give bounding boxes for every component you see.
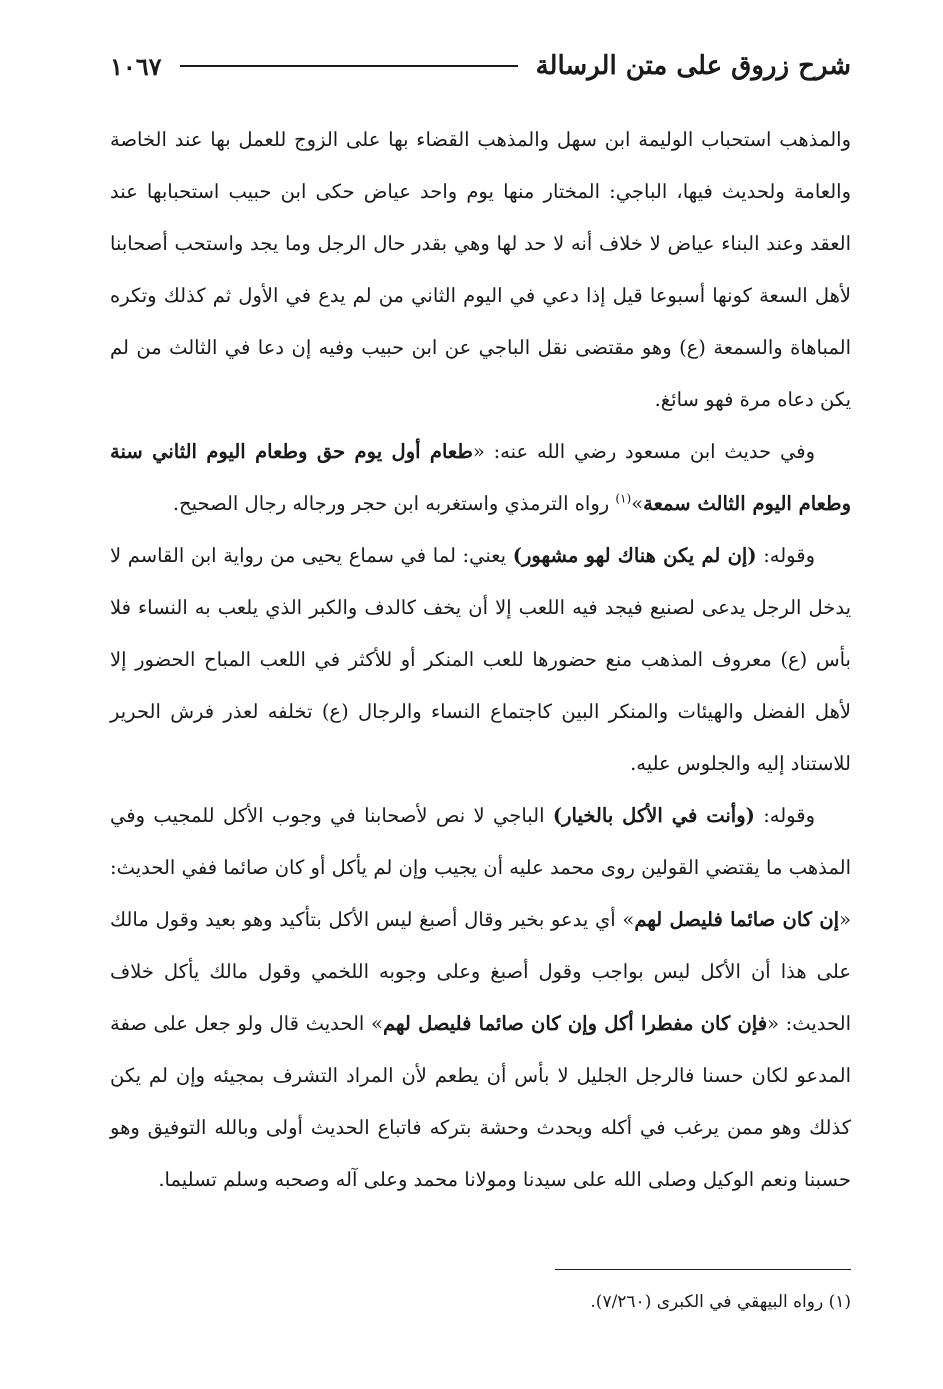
footnote: (١) رواه البيهقي في الكبرى (٧/٢٦٠). (590, 1292, 851, 1312)
paragraph-1 (110, 114, 851, 426)
matn-quote: (إن لم يكن هناك لهو مشهور) (512, 544, 757, 567)
footnote-ref: (١) (615, 491, 632, 506)
paragraph-3-lead: وقوله: (756, 544, 815, 567)
paragraph-2 (110, 426, 851, 530)
running-title: شرح زروق على متن الرسالة (535, 51, 851, 81)
paragraph-2-tail: رواه الترمذي واستغربه ابن حجر ورجاله رجال الصحيح. (172, 492, 616, 515)
quote-close: » (631, 492, 644, 515)
footnote-rule (555, 1269, 851, 1270)
paragraph-4-text-b: » أي يدعو بخير وقال أصبغ ليس الأكل بتأكيد وهو بعيد وقول مالك على هذا أن الأكل ليس بواجب وقول أصبغ وعلى وجوبه اللخمي وقول مالك يأكل خلاف الحديث: « (110, 908, 851, 1035)
matn-quote: (وأنت في الأكل بالخيار) (552, 804, 755, 827)
page-number: ١٠٦٧ (110, 51, 162, 81)
paragraph-2-text: وفي حديث ابن مسعود رضي الله عنه: « (472, 440, 815, 463)
paragraph-4-lead: وقوله: (754, 804, 815, 827)
paragraph-1-text: والمذهب استحباب الوليمة ابن سهل والمذهب القضاء بها على الزوج للعمل بها عند الخاصة والعامة ولحديث فيها، الباجي: المختار منها يوم واحد عياض حكى ابن حبيب استحبابها عند العقد وعند البناء عياض لا خلاف أنه لا حد لها وهي بقدر حال الرجل وما يجد واستحب أصحابنا لأهل السعة كونها أسبوعا قيل إذا دعي في اليوم الثاني من لم يدع في الأول ثم كذلك وتكره المباهاة والسمعة (ع) وهو مقتضى نقل الباجي عن ابن حبيب وفيه إن دعا في الثالث من لم يكن دعاه مرة فهو سائغ. (110, 128, 852, 411)
hadith-quote: طعام أول يوم حق وطعام اليوم الثاني سنة وطعام اليوم الثالث سمعة (110, 440, 851, 515)
paragraph-3 (110, 530, 851, 790)
paragraph-4-text-c: » الحديث قال ولو جعل على صفة المدعو لكان حسنا فالرجل الجليل لا بأس أن يطعم لأن المراد التشرف بمجيئه وإن لم يكن كذلك وهو ممن يرغب في أكله ويحدث وحشة بتركه فاتباع الحديث أولى وبالله التوفيق وهو حسبنا ونعم الوكيل وصلى الله على سيدنا ومولانا محمد وعلى آله وصحبه وسلم تسليما. (110, 1012, 851, 1191)
paragraph-3-text: يعني: لما في سماع يحيى من رواية ابن القاسم لا يدخل الرجل يدعى لصنيع فيجد فيه اللعب إلا أن يخف كالدف والكبر الذي يلعب به النساء فلا بأس (ع) معروف المذهب منع حضورها للعب المنكر أو للأكثر في اللعب المباح الحضور إلا لأهل الفضل والهيئات والمنكر البين كاجتماع النساء والرجال (ع) تخلفه لعذر فرش الحرير للاستناد إليه والجلوس عليه. (110, 544, 851, 775)
paragraph-4 (110, 790, 851, 1206)
header-rule (180, 65, 518, 67)
running-header (110, 44, 851, 88)
hadith-quote: فإن كان مفطرا أكل وإن كان صائما فليصل لهم (382, 1012, 768, 1035)
body-text (110, 114, 851, 1206)
paragraph-4-text-a: الباجي لا نص لأصحابنا في وجوب الأكل للمجيب وفي المذهب ما يقتضي القولين روى محمد عليه أن يجيب وإن لم يأكل أو كان صائما ففي الحديث: « (110, 804, 852, 931)
hadith-quote: إن كان صائما فليصل لهم (634, 908, 840, 931)
